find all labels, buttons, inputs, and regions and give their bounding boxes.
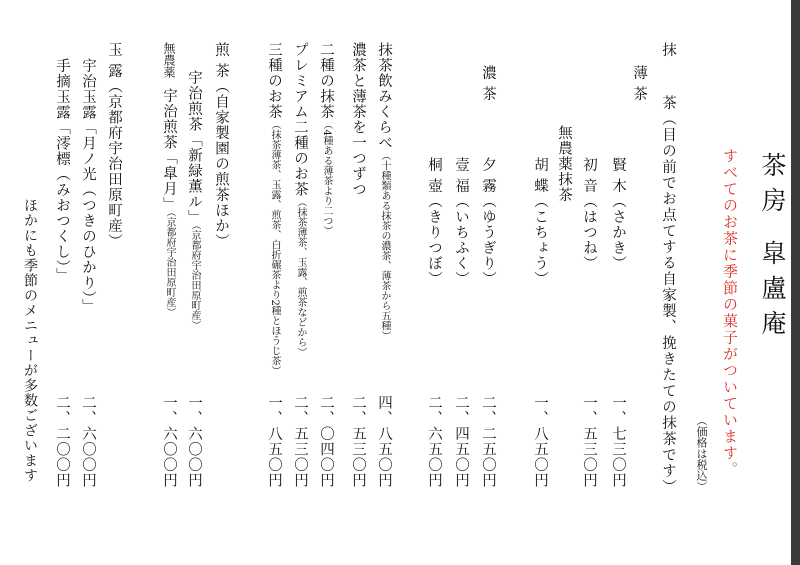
price-yugiri: 二、二五〇円 [480,395,496,488]
munoyaku-sencha-name: 宇治煎茶「皐月」 [161,88,177,212]
munoyaku-sencha-note: （京都府宇治田原町産） [164,212,175,317]
price-uji-gyokuro: 二、六〇〇円 [80,395,96,488]
menu-item-kocho: 胡 蝶（こちょう） [532,157,548,287]
price-hatsune: 一、五三〇円 [581,395,597,488]
sanshu-label: 三種のお茶 [266,42,282,120]
price-nishu-matcha: 二、〇四〇円 [318,395,334,488]
koicha-heading: 濃 茶 [480,65,496,102]
menu-item-kiritsubo: 桐 壺（きりつぼ） [426,157,442,287]
matcha-main: 茶（目の前でお点てする自家製、挽きたての抹茶です） [660,95,676,495]
nomikurabe-note: （十種類ある抹茶の濃茶、薄茶から五種） [379,150,390,341]
munoyaku-matcha-heading: 無農薬抹茶 [556,125,572,203]
menu-item-hatsune: 初 音（はつね） [581,157,597,272]
menu-item-munoyaku-sencha [161,88,177,317]
price-tetsumi: 二、二〇〇円 [54,395,70,488]
price-ichifuku: 二、四五〇円 [453,395,469,488]
nishu-matcha-note: （4種ある薄茶より二つ） [321,119,332,236]
price-kenboku: 一、七三〇円 [610,395,626,488]
menu-item-sanshu [266,42,282,376]
premium-nishu-label: プレミアム二種のお茶 [292,42,308,197]
menu-item-premium-nishu [292,42,308,357]
menu-item-uji-gyokuro: 宇治玉露「月ノ光（つきのひかり）」 [80,58,96,315]
subtitle: すべてのお茶に季節の菓子がついています。 [721,148,739,478]
matcha-heading: 抹 [660,42,676,58]
price-premium-nishu: 二、五三〇円 [292,395,308,488]
menu-item-tetsumi: 手摘玉露「澪標（みおつくし）」 [54,58,70,284]
gyokuro-heading: 玉 露（京都府宇治田原町産） [106,42,122,250]
price-koicha-usucha: 二、五三〇円 [350,395,366,488]
menu-item-yugiri: 夕 霧（ゆうぎり） [480,157,496,287]
menu-item-nishu-matcha [318,42,334,236]
price-munoyaku-sencha: 一、六〇〇円 [161,395,177,488]
sencha-heading: 煎 茶（自家製園の煎茶ほか） [213,42,229,250]
premium-nishu-note: （抹茶薄茶、玉露、煎茶などから） [295,197,306,357]
tax-note: （価格は税込） [695,415,708,492]
price-kocho: 一、八五〇円 [532,395,548,488]
sanshu-note: （抹茶薄茶、玉露、煎茶、白折碾茶より2種とほうじ茶） [269,119,280,376]
menu-item-ichifuku: 壹 福（いちふく） [453,157,469,287]
price-uji-sencha: 一、六〇〇円 [186,395,202,488]
menu-item-nomikurabe [376,42,392,341]
price-kiritsubo: 二、六五〇円 [426,395,442,488]
footer-note: ほかにも季節のメニューが多数ございます [22,198,38,483]
menu-item-kenboku: 賢 木（さかき） [610,157,626,272]
uji-sencha-note: （京都府宇治田原町産） [189,225,200,330]
uji-sencha-label: 宇治煎茶「新緑薫ル」 [186,70,202,225]
nomikurabe-label: 抹茶飲みくらべ [376,42,392,151]
price-nomikurabe: 四、八五〇円 [376,395,392,488]
munoyaku-sencha-label: 無農薬 [162,42,176,78]
usucha-heading: 薄 茶 [631,65,647,102]
menu-item-uji-sencha [186,70,202,330]
menu-item-koicha-usucha: 濃茶と薄茶を一つずつ [350,42,366,197]
nishu-matcha-label: 二種の抹茶 [318,42,334,120]
page-title: 茶房 皐盧庵 [758,152,787,345]
price-sanshu: 一、八五〇円 [266,395,282,488]
